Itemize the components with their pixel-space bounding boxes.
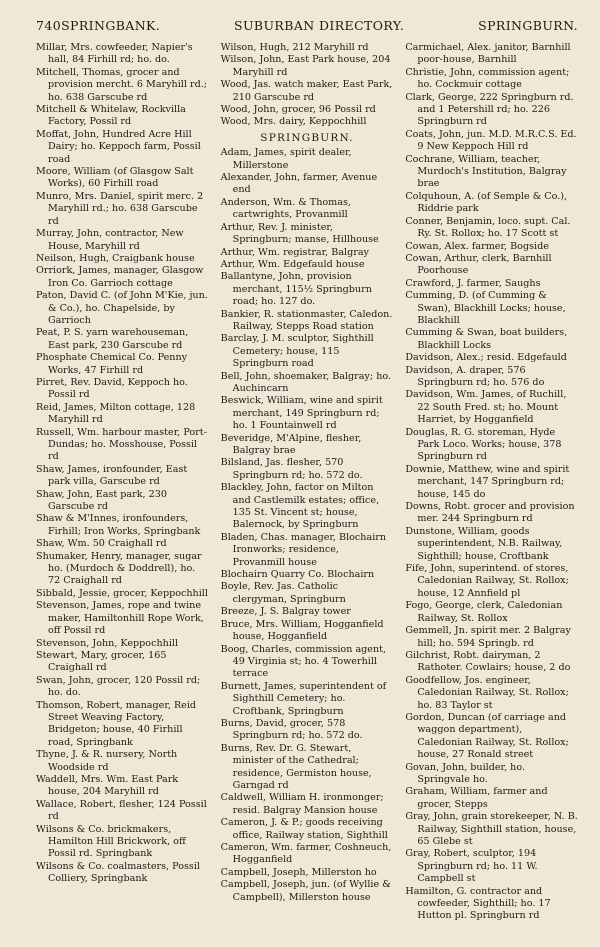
directory-entry: Arthur, Wm. Edgefauld house [220,258,365,270]
directory-entry: Alexander, John, farmer, Avenue end [220,172,378,196]
directory-entry: Crawford, J. farmer, Saughs [405,277,541,289]
directory-entry: Bladen, Chas. manager, Blochairn Ironworks; residence, Provanmill house [220,531,387,568]
directory-entry: Swan, John, grocer, 120 Possil rd; ho. do. [36,674,201,699]
directory-entry: Cameron, Wm. farmer, Coshneuch, Hogganfield [220,842,392,866]
directory-entry: Arthur, Rev. J. minister, Springburn; manse, Hillhouse [220,221,379,246]
directory-entry: Pirret, Rev. David, Keppoch ho. Possil rd [36,376,188,401]
directory-entry: Gordon, Duncan (of carriage and waggon department), Caledonian Railway, St. Rollox; house, 27 Ronald street [405,711,569,761]
directory-entry: Downs, Robt. grocer and provision mer. 244 Springburn rd [405,501,575,525]
directory-entry: Paton, David C. (of John M'Kie, jun. & Co.), ho. Chapelside, by Garrioch [36,290,208,326]
directory-entry: Cumming, D. (of Cumming & Swan), Blackhill Locks; house, Blackhill [405,290,566,326]
page-header [36,18,578,36]
directory-entry: Graham, William, farmer and grocer, Stepps [405,786,548,810]
directory-entry: Wood, Mrs. dairy, Keppochhill [220,116,367,128]
directory-entry: Stevenson, John, Keppochhill [36,637,179,649]
directory-entry: Burnett, James, superintendent of Sighthill Cemetery; ho. Croftbank, Springburn [220,680,387,717]
directory-entry: Wilsons & Co. coalmasters, Possil Colliery, Springbank [36,860,200,885]
directory-entry: Gray, John, grain storekeeper, N. B. Railway, Sighthill station, house, 65 Glebe st [405,811,578,847]
column-2 [221,42,394,923]
directory-entry: Mitchell, Thomas, grocer and provision mercht. 6 Maryhill rd.; ho. 638 Garscube rd [36,66,207,103]
directory-entry: Christie, John, commission agent; ho. Cockmuir cottage [405,66,570,91]
directory-entry: Breeze, J. S. Balgray tower [220,606,351,618]
directory-entry: Blochairn Quarry Co. Blochairn [220,569,375,581]
directory-entry: Stevenson, James, rope and twine maker, Hamiltonhill Rope Work, off Possil rd [36,600,204,637]
directory-entry: Bruce, Mrs. William, Hogganfield house, Hogganfield [220,618,384,643]
directory-entry: Phosphate Chemical Co. Penny Works, 47 Firhill rd [36,352,188,376]
directory-entry: Govan, John, builder, ho. Springvale ho. [405,761,526,785]
directory-entry: Sibbald, Jessie, grocer, Keppochhill [36,587,208,599]
directory-entry: Blackley, John, factor on Milton and Castlemilk estates; office, 135 St. Vincent st; house, Balernock, by Springburn [220,482,380,531]
column-3 [405,42,578,923]
directory-entry: Mitchell & Whitelaw, Rockvilla Factory, Possil rd [36,104,186,128]
directory-entry: Douglas, R. G. storeman, Hyde Park Loco. Works; house, 378 Springburn rd [405,426,562,463]
directory-entry: Cowan, Arthur, clerk, Barnhill Poorhouse [405,252,552,277]
directory-entry: Gilchrist, Robt. dairyman, 2 Rathoter. Cowlairs; house, 2 do [405,649,571,674]
directory-entry: Thomson, Robert, manager, Reid Street Weaving Factory, Bridgeton; house, 40 Firhill road, Springbank [36,699,197,748]
directory-entry: Beswick, William, wine and spirit merchant, 149 Springburn rd; ho. 1 Fountainwell rd [220,395,383,432]
directory-entry: Adam, James, spirit dealer, Millerstone [220,147,352,171]
directory-entry: Davidson, Wm. James, of Ruchill, 22 South Fred. st; ho. Mount Harriet, by Hogganfield [405,389,567,426]
directory-entry: Carmichael, Alex. janitor, Barnhill poor-house, Barnhill [405,42,571,66]
page-number: 740 [36,18,62,33]
directory-entry: Beveridge, M'Alpine, flesher, Balgray brae [220,432,362,456]
directory-entry: Conner, Benjamin, loco. supt. Cal. Ry. St. Rollox; ho. 17 Scott st [405,215,571,240]
directory-entry: Cameron, J. & P.; goods receiving office, Railway station, Sighthill [220,817,388,841]
directory-entry: Murray, John, contractor, New House, Maryhill rd [36,228,184,252]
directory-entry: Moore, William (of Glasgow Salt Works), 60 Firhill road [36,166,194,190]
directory-entry: Orriork, James, manager, Glasgow Iron Co. Garrioch cottage [36,265,204,289]
directory-entry: Peat, P. S. yarn warehouseman, East park, 230 Garscube rd [36,327,189,351]
directory-entry: Thyne, J. & R. nursery, North Woodside rd [36,749,178,773]
directory-entry: Wilsons & Co. brickmakers, Hamilton Hill Brickwork, off Possil rd. Springbank [36,823,186,860]
directory-entry: Clark, George, 222 Springburn rd. and 1 Petershill rd; ho. 226 Springburn rd [405,91,574,128]
directory-entry: Wood, Jas. watch maker, East Park, 210 Garscube rd [220,79,393,103]
directory-entry: Moffat, John, Hundred Acre Hill Dairy; ho. Keppoch farm, Possil road [36,128,201,165]
directory-entry: Burns, Rev. Dr. G. Stewart, minister of the Cathedral; residence, Germiston house, Garngad rd [220,742,372,791]
header-center: SUBURBAN DIRECTORY. [234,18,405,33]
directory-entry: Caldwell, William H. ironmonger; resid. Balgray Mansion house [220,792,384,816]
directory-entry: Wilson, John, East Park house, 204 Maryhill rd [220,54,391,78]
directory-entry: Anderson, Wm. & Thomas, cartwrights, Provanmill [220,196,351,221]
directory-entry: Bankier, R. stationmaster, Caledon. Railway, Stepps Road station [220,308,393,332]
directory-entry: Boyle, Rev. Jas. Catholic clergyman, Springburn [220,581,346,605]
directory-entry: Campbell, Joseph, Millerston ho [220,866,377,878]
directory-entry: Gray, Robert, sculptor, 194 Springburn rd; ho. 11 W. Campbell st [405,848,538,885]
section-heading: SPRINGBURN. [260,131,354,144]
directory-entry: Downie, Matthew, wine and spirit merchant, 147 Springburn rd; house, 145 do [405,463,570,500]
directory-entry: Bell, John, shoemaker, Balgray; ho. Auchincarn [220,370,392,394]
directory-entry: Fogo, George, clerk, Caledonian Railway, St. Rollox [405,600,563,624]
header-right: SPRINGBURN. [478,18,578,33]
directory-entry: Shaw & M'Innes, ironfounders, Firhill; Iron Works, Springbank [36,513,201,537]
directory-entry: Burns, David, grocer, 578 Springburn rd; ho. 572 do. [220,717,363,742]
directory-entry: Russell, Wm. harbour master, Port-Dundas; ho. Mosshouse, Possil rd [36,426,207,463]
directory-entry: Shaw, Wm. 50 Craighall rd [36,538,167,550]
directory-entry: Munro, Mrs. Daniel, spirit merc. 2 Maryhill rd.; ho. 638 Garscube rd [36,190,204,227]
directory-entry: Barclay, J. M. sculptor, Sighthill Cemetery; house, 115 Springburn road [220,333,374,370]
directory-entry: Wilson, Hugh, 212 Maryhill rd [220,42,369,53]
directory-entry: Dunstone, William, goods superintendent, N.B. Railway, Sighthill; house, Croftbank [405,525,563,562]
directory-entry: Cochrane, William, teacher, Murdoch's Institution, Balgray brae [405,153,567,190]
directory-entry: Davidson, A. draper, 576 Springburn rd; ho. 576 do [405,364,545,388]
directory-entry: Reid, James, Milton cottage, 128 Maryhill rd [36,401,196,426]
directory-entry: Wallace, Robert, flesher, 124 Possil rd [36,798,207,823]
springburn-entries [221,147,394,904]
directory-entry: Shaw, John, East park, 230 Garscube rd [36,488,167,513]
directory-entry: Shumaker, Henry, manager, sugar ho. (Murdoch & Doddrell), ho. 72 Craighall rd [36,550,202,587]
directory-entry: Goodfellow, Jos. engineer, Caledonian Railway, St. Rollox; ho. 83 Taylor st [405,674,569,711]
directory-entry: Cumming & Swan, boat builders, Blackhill Locks [405,327,568,351]
directory-entry: Waddell, Mrs. Wm. East Park house, 204 Maryhill rd [36,773,179,798]
directory-entry: Coats, John, jun. M.D. M.R.C.S. Ed. 9 New Keppoch Hill rd [405,128,577,153]
directory-entry: Campbell, Joseph, jun. (of Wyllie & Campbell), Millerston house [220,879,391,903]
directory-entry: Ballantyne, John, provision merchant, 115½ Springburn road; ho. 127 do. [220,271,372,308]
header-left: SPRINGBANK. [61,18,161,33]
directory-entry: Colquhoun, A. (of Semple & Co.), Riddrie park [405,190,568,215]
directory-entry: Fife, John, superintend. of stores, Caledonian Railway, St. Rollox; house, 12 Annfield pl [405,563,569,599]
directory-entry: Stewart, Mary, grocer, 165 Craighall rd [36,649,167,674]
directory-entry: Davidson, Alex.; resid. Edgefauld [405,352,567,364]
directory-entry: Shaw, James, ironfounder, East park villa, Garscube rd [36,463,188,488]
directory-entry: Hamilton, G. contractor and cowfeeder, Sighthill; ho. 17 Hutton pl. Springburn rd [405,885,551,922]
column-1 [36,42,209,923]
directory-entry: Gemmell, Jn. spirit mer. 2 Balgray hill; ho. 594 Springb. rd [405,625,571,649]
columns [36,42,578,923]
column-2-entries [221,42,394,129]
directory-entry: Cowan, Alex. farmer, Bogside [405,240,549,252]
directory-entry: Boog, Charles, commission agent, 49 Virginia st; ho. 4 Towerhill terrace [220,643,387,680]
directory-entry: Arthur, Wm. registrar, Balgray [220,246,369,258]
directory-entry: Bilsland, Jas. flesher, 570 Springburn rd; ho. 572 do. [220,457,363,481]
directory-entry: Neilson, Hugh, Craigbank house [36,252,195,264]
directory-entry: Wood, John, grocer, 96 Possil rd [220,104,376,116]
directory-entry: Millar, Mrs. cowfeeder, Napier's hall, 84 Firhill rd; ho. do. [36,42,193,66]
